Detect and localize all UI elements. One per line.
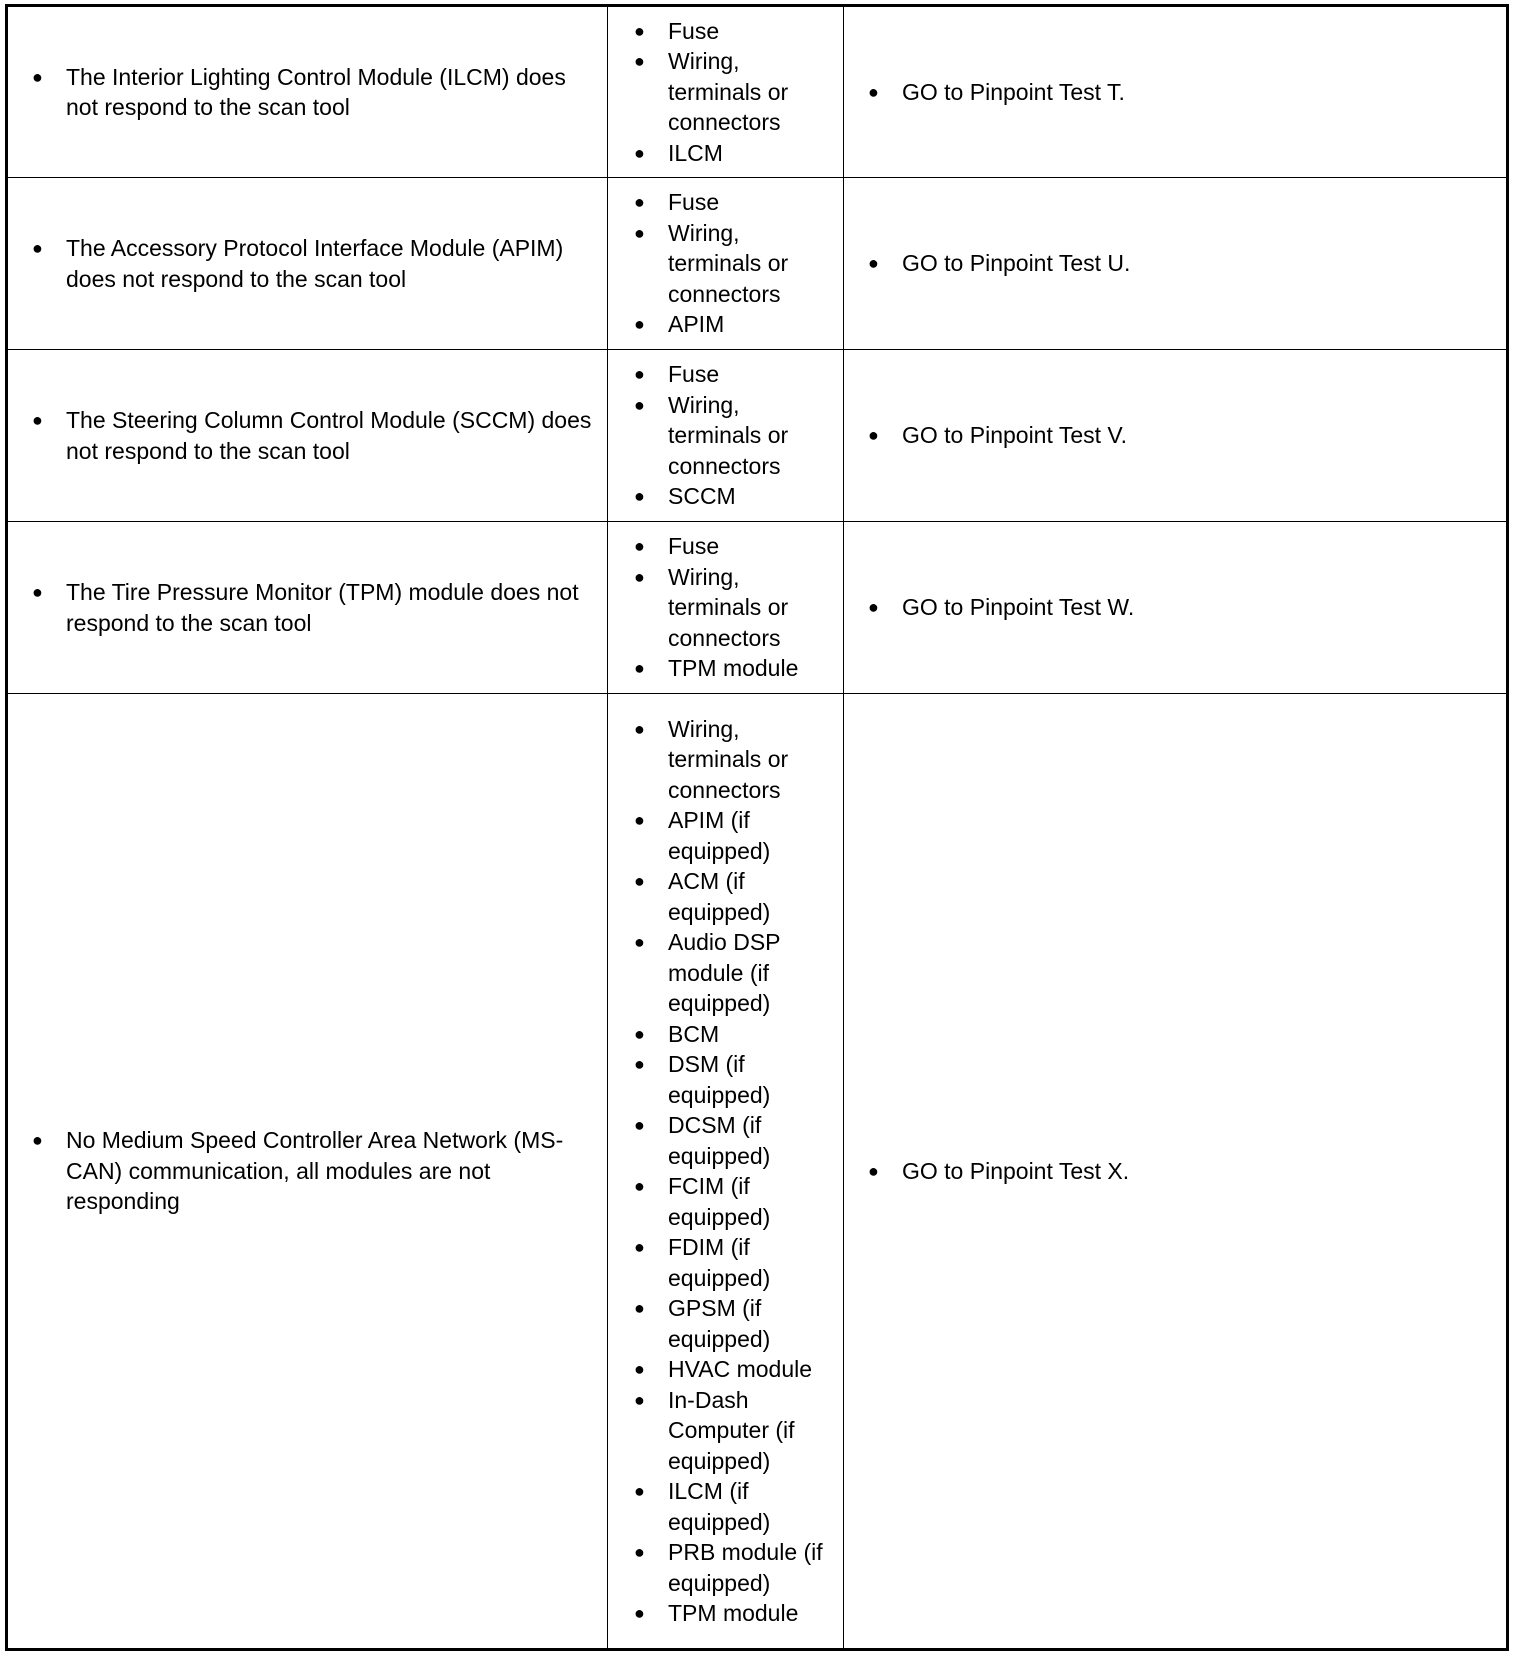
list-item [608, 1049, 843, 1110]
bullet-icon: ● [32, 582, 43, 602]
symptom-cell [7, 522, 608, 694]
bullet-icon: ● [634, 364, 645, 385]
bullet-icon: ● [868, 597, 879, 618]
bullet-icon: ● [32, 410, 43, 430]
bullet-icon: ● [634, 810, 645, 830]
list-item [8, 405, 607, 466]
list-item-text: Wiring, terminals or connectors [668, 563, 789, 651]
list-item [608, 1476, 843, 1537]
list-item-text: GO to Pinpoint Test X. [902, 1157, 1130, 1184]
list-item [608, 390, 843, 482]
list-item-text: The Interior Lighting Control Module (ILCM) does not respond to the scan tool [66, 63, 566, 120]
table-row [7, 694, 1508, 1650]
list-item-text: The Steering Column Control Module (SCCM) does not respond to the scan tool [66, 407, 592, 464]
list-item [608, 653, 843, 684]
list-item [608, 481, 843, 512]
bullet-list [8, 62, 607, 123]
table-row [7, 178, 1508, 350]
list-item [608, 1019, 843, 1050]
list-item-text: Audio DSP module (if equipped) [668, 929, 781, 1016]
bullet-icon: ● [634, 1023, 645, 1044]
action-cell [844, 522, 1508, 694]
table-body [7, 6, 1508, 1650]
list-item-text: APIM (if equipped) [668, 807, 771, 864]
list-item-text: TPM module [668, 655, 799, 682]
diagnostic-table [5, 4, 1509, 1651]
list-item [608, 187, 843, 218]
bullet-icon: ● [634, 1176, 645, 1196]
list-item [608, 1598, 843, 1629]
bullet-icon: ● [634, 142, 645, 163]
list-item [608, 1354, 843, 1385]
list-item-text: The Tire Pressure Monitor (TPM) module does not respond to the scan tool [66, 579, 579, 636]
list-item [8, 577, 607, 638]
list-item-text: TPM module [668, 1600, 799, 1626]
list-item-text: HVAC module [668, 1356, 813, 1382]
list-item [8, 62, 607, 123]
possible-causes-cell [608, 6, 844, 178]
list-item-text: GO to Pinpoint Test U. [902, 250, 1131, 277]
list-item-text: Wiring, terminals or connectors [668, 715, 789, 803]
bullet-icon: ● [634, 1115, 645, 1135]
symptom-cell [7, 350, 608, 522]
bullet-list [608, 714, 843, 1629]
list-item-text: Fuse [668, 533, 720, 560]
bullet-icon: ● [634, 51, 645, 72]
action-cell [844, 350, 1508, 522]
list-item-text: No Medium Speed Controller Area Network (MS-CAN) communication, all modules are not responding [66, 1127, 564, 1215]
bullet-list [8, 405, 607, 466]
possible-causes-cell [608, 178, 844, 350]
bullet-icon: ● [868, 425, 879, 446]
possible-causes-cell [608, 350, 844, 522]
bullet-list [608, 16, 843, 169]
bullet-list [8, 233, 607, 294]
bullet-icon: ● [634, 718, 645, 739]
list-item-text: Fuse [668, 361, 720, 388]
list-item [608, 1293, 843, 1354]
list-item-text: ILCM (if equipped) [668, 1478, 771, 1535]
bullet-icon: ● [634, 1054, 645, 1074]
bullet-icon: ● [634, 658, 645, 679]
bullet-icon: ● [634, 1481, 645, 1501]
list-item [608, 16, 843, 47]
list-item [608, 866, 843, 927]
list-item [608, 1232, 843, 1293]
action-cell [844, 6, 1508, 178]
list-item [608, 927, 843, 1019]
list-item-text: PRB module (if equipped) [668, 1539, 823, 1596]
bullet-icon: ● [634, 1298, 645, 1318]
list-item [844, 592, 1506, 623]
bullet-list [844, 77, 1506, 108]
list-item-text: ACM (if equipped) [668, 868, 771, 925]
bullet-icon: ● [868, 253, 879, 274]
list-item [844, 248, 1506, 279]
list-item-text: In-Dash Computer (if equipped) [668, 1386, 795, 1474]
bullet-list [844, 420, 1506, 451]
possible-causes-cell [608, 522, 844, 694]
list-item [608, 562, 843, 654]
symptom-cell [7, 178, 608, 350]
bullet-icon: ● [634, 566, 645, 587]
symptom-cell [7, 694, 608, 1650]
list-item-text: GPSM (if equipped) [668, 1295, 771, 1352]
bullet-icon: ● [634, 20, 645, 41]
list-item [8, 233, 607, 294]
bullet-icon: ● [634, 192, 645, 213]
list-item [844, 77, 1506, 108]
bullet-icon: ● [868, 81, 879, 102]
bullet-icon: ● [32, 66, 43, 87]
bullet-icon: ● [634, 394, 645, 415]
symptom-cell [7, 6, 608, 178]
bullet-icon: ● [32, 238, 43, 258]
bullet-icon: ● [634, 486, 645, 507]
table-row [7, 350, 1508, 522]
list-item-text: Fuse [668, 189, 720, 216]
list-item [608, 1171, 843, 1232]
list-item-text: DSM (if equipped) [668, 1051, 771, 1108]
list-item-text: Wiring, terminals or connectors [668, 48, 789, 136]
bullet-icon: ● [634, 1237, 645, 1257]
bullet-list [844, 1156, 1506, 1187]
list-item-text: APIM [668, 311, 725, 338]
list-item [608, 218, 843, 310]
bullet-icon: ● [634, 314, 645, 335]
bullet-list [844, 592, 1506, 623]
list-item [8, 1125, 607, 1217]
list-item-text: Fuse [668, 17, 720, 44]
list-item-text: BCM [668, 1020, 720, 1047]
list-item [608, 805, 843, 866]
list-item-text: GO to Pinpoint Test T. [902, 78, 1125, 105]
bullet-icon: ● [634, 932, 645, 952]
table-row [7, 6, 1508, 178]
bullet-icon: ● [634, 1603, 645, 1623]
list-item [608, 1110, 843, 1171]
list-item [608, 1537, 843, 1598]
list-item [608, 714, 843, 806]
list-item [608, 531, 843, 562]
list-item [608, 309, 843, 340]
bullet-icon: ● [634, 1542, 645, 1562]
list-item-text: FCIM (if equipped) [668, 1173, 771, 1230]
list-item-text: GO to Pinpoint Test V. [902, 422, 1128, 449]
list-item-text: ILCM [668, 139, 723, 166]
bullet-icon: ● [32, 1130, 43, 1151]
bullet-list [608, 187, 843, 340]
bullet-list [8, 1125, 607, 1217]
bullet-icon: ● [634, 222, 645, 243]
possible-causes-cell [608, 694, 844, 1650]
list-item [608, 138, 843, 169]
bullet-icon: ● [634, 1389, 645, 1410]
action-cell [844, 694, 1508, 1650]
table-row [7, 522, 1508, 694]
list-item-text: Wiring, terminals or connectors [668, 219, 789, 307]
list-item-text: FDIM (if equipped) [668, 1234, 771, 1291]
action-cell [844, 178, 1508, 350]
bullet-icon: ● [868, 1160, 879, 1181]
bullet-list [844, 248, 1506, 279]
bullet-icon: ● [634, 871, 645, 891]
list-item [844, 420, 1506, 451]
list-item-text: SCCM [668, 483, 736, 510]
bullet-list [608, 531, 843, 684]
list-item-text: The Accessory Protocol Interface Module (APIM) does not respond to the scan tool [66, 235, 564, 292]
list-item [608, 359, 843, 390]
list-item-text: GO to Pinpoint Test W. [902, 594, 1135, 621]
bullet-list [8, 577, 607, 638]
bullet-list [608, 359, 843, 512]
bullet-icon: ● [634, 536, 645, 557]
list-item [608, 46, 843, 138]
list-item [608, 1385, 843, 1477]
list-item-text: DCSM (if equipped) [668, 1112, 771, 1169]
list-item-text: Wiring, terminals or connectors [668, 391, 789, 479]
bullet-icon: ● [634, 1359, 645, 1379]
list-item [844, 1156, 1506, 1187]
